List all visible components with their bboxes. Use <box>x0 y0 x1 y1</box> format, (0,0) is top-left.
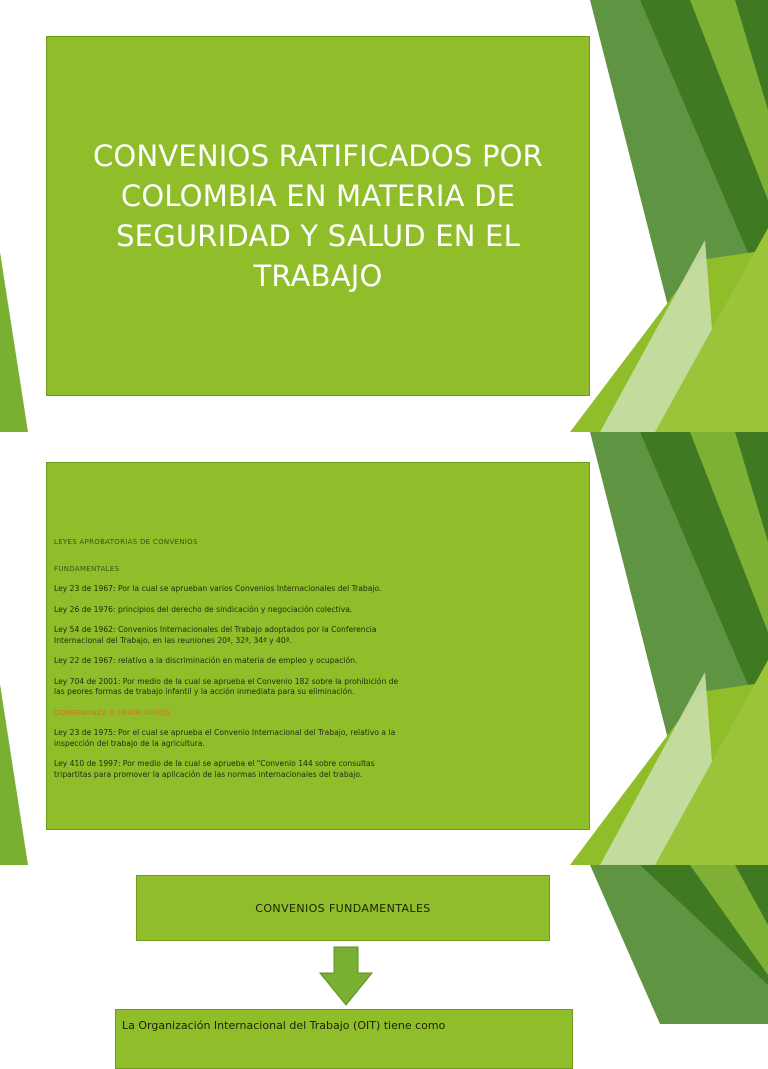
fundamentales-slide <box>0 865 768 1032</box>
laws-heading: LEYES APROBATORIAS DE CONVENIOS <box>54 538 198 546</box>
laws-content-box <box>46 462 590 830</box>
law-item: Ley 23 de 1975: Por el cual se aprueba el Convenio Internacional del Trabajo, relativo a la inspección del trabajo de la agricultura. <box>54 728 396 748</box>
oit-paragraph: La Organización Internacional del Trabajo (OIT) tiene como <box>122 1019 446 1032</box>
convenios-fundamentales-box <box>136 875 550 941</box>
slide-title: CONVENIOS RATIFICADOS POR COLOMBIA EN MATERIA DE SEGURIDAD Y SALUD EN EL TRABAJO <box>92 139 544 293</box>
law-item: Ley 23 de 1967: Por la cual se aprueban varios Convenios Internacionales del Trabajo. <box>54 584 382 593</box>
oit-text-box <box>115 1009 573 1069</box>
fundamentales-subheading: FUNDAMENTALES <box>54 564 120 573</box>
title-box <box>46 36 590 396</box>
laws-slide <box>0 432 768 865</box>
title-slide <box>0 0 768 432</box>
law-item: Ley 26 de 1976: principios del derecho de sindicación y negociación colectiva. <box>54 604 353 614</box>
convenios-fundamentales-label: CONVENIOS FUNDAMENTALES <box>255 901 431 915</box>
law-item: Ley 22 de 1967: relativo a la discriminación en materia de empleo y ocupación. <box>54 656 358 665</box>
gobernanza-subheading: GOBERNANZA O PRIORITARIOS <box>54 708 171 717</box>
law-item: Ley 54 de 1962: Convenios Internacionales del Trabajo adoptados por la Conferencia Internacional del Trabajo, en las reuniones 20ª, 32ª, 34ª y 40ª. <box>54 625 377 645</box>
down-arrow-icon <box>320 947 372 1005</box>
law-item: Ley 410 de 1997: Por medio de la cual se aprueba el "Convenio 144 sobre consultas tripartitas para promover la aplicación de las normas internacionales del trabajo. <box>54 759 375 779</box>
law-item: Ley 704 de 2001: Por medio de la cual se aprueba el Convenio 182 sobre la prohibición de las peores formas de trabajo infantil y la acción inmediata para su eliminación. <box>54 676 399 696</box>
